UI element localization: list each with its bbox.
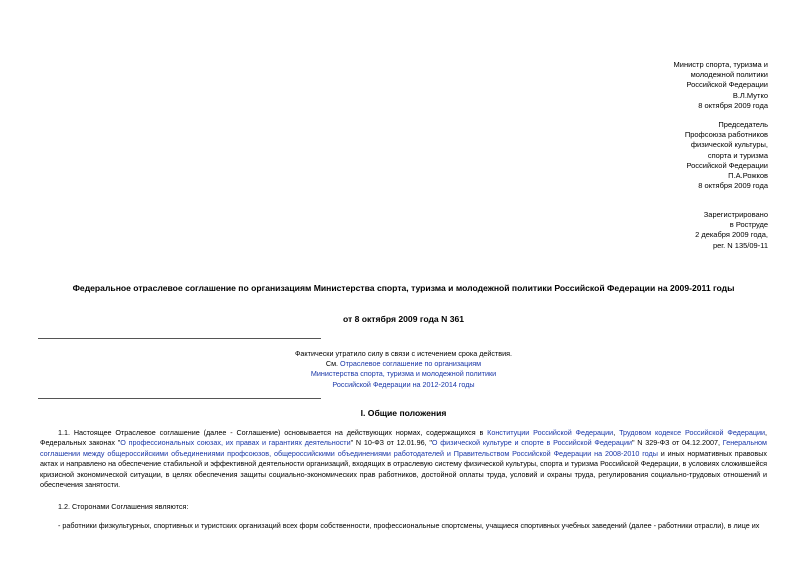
status-note (40, 349, 767, 390)
status-link-line (40, 369, 767, 379)
status-see-line (40, 359, 767, 369)
paragraph-1-2: 1.2. Сторонами Соглашения являются: (58, 502, 189, 511)
document-title: Федеральное отраслевое соглашение по организациям Министерства спорта, туризма и молодежной политики Российской Федерации на 2009-2011 годы (72, 283, 735, 293)
para-text: " N 329-ФЗ от 04.12.2007, (632, 438, 723, 448)
link-general-agreement[interactable]: Генеральном соглашении между общероссийскими объединениями профсоюзов, общероссийскими объединениями работодателей и Правительством Российской Федерации на 2008-2010 годы (40, 438, 767, 458)
registration-block (568, 210, 768, 251)
status-text: Фактически утратило силу в связи с истечением срока действия. (294, 349, 513, 358)
approval-line: П.А.Рожков (728, 171, 768, 181)
paragraph-1-1 (40, 428, 767, 490)
link-new-agreement[interactable]: Отраслевое соглашение по организациям (340, 359, 482, 369)
section-heading: I. Общие положения (360, 408, 447, 418)
approval-minister-block (568, 60, 768, 111)
approval-line: спорта и туризма (707, 150, 768, 160)
divider-top (38, 338, 321, 339)
paragraph-1-2-item: - работники физкультурных, спортивных и туристских организаций всех форм собственности, профессиональные спортсмены, учащиеся спортивных учебных заведений (далее - работники отрасли), в лице их (58, 521, 760, 530)
registration-line: Зарегистрировано (703, 210, 768, 219)
status-link-line (40, 380, 767, 390)
approval-line: Профсоюза работников (684, 130, 768, 140)
approval-line: 8 октября 2009 года (698, 181, 768, 191)
document-date: от 8 октября 2009 года N 361 (342, 314, 465, 324)
link-law-unions[interactable]: О профессиональных союзах, их правах и гарантиях деятельности (120, 438, 351, 448)
approval-line: молодежной политики (690, 70, 768, 80)
approval-line: Российской Федерации (686, 160, 768, 170)
approval-chairman-block (568, 120, 768, 191)
approval-line: В.Л.Мутко (732, 90, 768, 100)
link-labor-code[interactable]: Трудовом кодексе Российской Федерации (619, 428, 765, 437)
para-text: и иных нормативных правовых актах и направлено на обеспечение стабильной и эффективной деятельности организаций, входящих в отраслевую систему физической культуры, спорта и туризма Российской Федерации, в условиях сложившейся кризисной экономической ситуации, в целях обеспечения защиты социально-экономических прав работников, достойной оплаты труда, условий и охраны труда, регулирования социально-трудовых отношений и обеспечения занятости. (40, 448, 768, 490)
link-new-agreement-line3[interactable]: Российской Федерации на 2012-2014 годы (332, 379, 475, 389)
registration-line: 2 декабря 2009 года, (695, 230, 768, 240)
divider-bottom (38, 398, 321, 399)
approval-line: Российской Федерации (686, 80, 768, 90)
link-law-sport[interactable]: О физической культуре и спорте в Российской Федерации (431, 438, 632, 448)
status-see-prefix: См. (325, 359, 341, 369)
para-text: " N 10-ФЗ от 12.01.96, " (350, 438, 432, 448)
approval-line: Министр спорта, туризма и (673, 60, 768, 69)
link-constitution[interactable]: Конституции Российской Федерации (487, 428, 614, 437)
link-new-agreement-line2[interactable]: Министерства спорта, туризма и молодежной политики (310, 369, 497, 379)
registration-line: рег. N 135/09-11 (712, 240, 768, 250)
para-text: 1.1. Настоящее Отраслевое соглашение (далее - Соглашение) основывается на действующих нормах, содержащихся в (58, 428, 488, 437)
approval-line: физической культуры, (690, 140, 768, 150)
approval-line: Председатель (718, 120, 768, 129)
registration-line: в Роструде (729, 220, 768, 230)
para-text: , Федеральных законах " (40, 428, 767, 448)
approval-line: 8 октября 2009 года (698, 100, 768, 110)
para-text: , (613, 428, 620, 437)
